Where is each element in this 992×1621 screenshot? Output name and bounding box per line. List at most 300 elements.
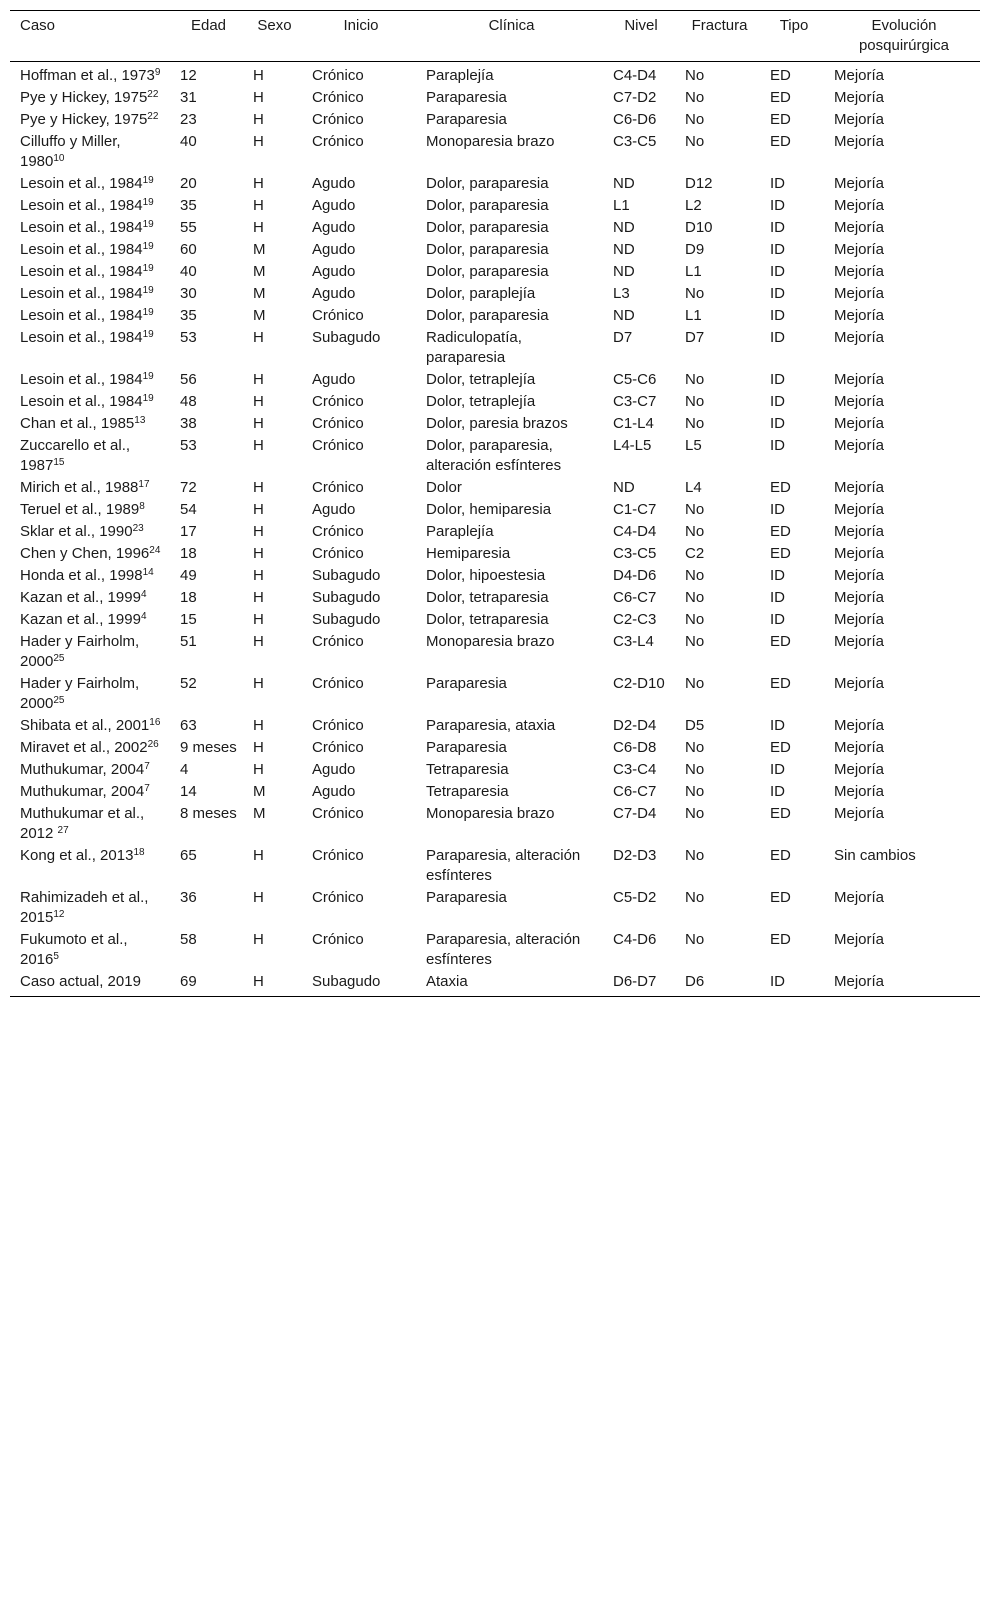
case-citation: Caso actual, 2019 <box>20 973 141 990</box>
case-citation: Chen y Chen, 1996 <box>20 545 150 562</box>
table-row <box>10 803 980 845</box>
cell-fractura: No <box>685 371 705 388</box>
cell-sexo: H <box>253 133 264 150</box>
cell-caso <box>10 327 170 369</box>
cell-tipo: ID <box>770 501 785 518</box>
cell-evolucion: Mejoría <box>834 415 885 432</box>
table-row <box>10 131 980 173</box>
cell-caso <box>10 305 170 327</box>
reference-number: 24 <box>149 545 161 556</box>
cell-tipo: ED <box>770 545 791 562</box>
cell-tipo: ED <box>770 805 791 822</box>
cell-sexo: M <box>253 307 266 324</box>
cell-evolucion: Mejoría <box>834 717 885 734</box>
cell-inicio: Agudo <box>312 371 356 388</box>
cell-inicio: Crónico <box>312 89 364 106</box>
cell-clinica: Ataxia <box>426 973 468 990</box>
cell-caso <box>10 87 170 109</box>
cell-evolucion: Mejoría <box>834 241 885 258</box>
cell-edad: 14 <box>180 783 197 800</box>
reference-number: 19 <box>142 307 154 318</box>
cell-caso <box>10 887 170 929</box>
cell-clinica: Paraparesia <box>426 739 507 756</box>
cell-inicio: Crónico <box>312 545 364 562</box>
cell-clinica: Dolor <box>426 479 462 496</box>
cell-tipo: ID <box>770 263 785 280</box>
cell-tipo: ED <box>770 133 791 150</box>
cell-evolucion: Mejoría <box>834 329 885 346</box>
cell-sexo: M <box>253 805 266 822</box>
case-citation: Hader y Fairholm, 2000 <box>20 675 140 712</box>
cell-fractura: No <box>685 285 705 302</box>
cell-tipo: ID <box>770 197 785 214</box>
cell-sexo: H <box>253 973 264 990</box>
cell-fractura: L5 <box>685 437 702 454</box>
cell-nivel: L4-L5 <box>613 437 652 454</box>
cell-nivel: ND <box>613 175 635 192</box>
case-citation: Muthukumar, 2004 <box>20 783 145 800</box>
reference-number: 4 <box>140 611 147 622</box>
table-row <box>10 609 980 631</box>
cell-evolucion: Mejoría <box>834 111 885 128</box>
cell-clinica: Dolor, tetraplejía <box>426 371 536 388</box>
table-row <box>10 781 980 803</box>
cell-fractura: No <box>685 611 705 628</box>
reference-number: 19 <box>142 263 154 274</box>
cell-clinica: Dolor, paraparesia <box>426 307 549 324</box>
cell-inicio: Crónico <box>312 133 364 150</box>
case-citation: Sklar et al., 1990 <box>20 523 133 540</box>
header-evolucion: Evolución posquirúrgica <box>858 17 950 54</box>
table-row <box>10 305 980 327</box>
case-citation: Rahimizadeh et al., 2015 <box>20 889 149 926</box>
cell-sexo: H <box>253 501 264 518</box>
case-citation: Zuccarello et al., 1987 <box>20 437 131 474</box>
cell-caso <box>10 781 170 803</box>
cell-sexo: H <box>253 415 264 432</box>
cell-sexo: H <box>253 111 264 128</box>
cell-nivel: C1-L4 <box>613 415 654 432</box>
reference-number: 19 <box>142 285 154 296</box>
cell-fractura: No <box>685 739 705 756</box>
case-citation: Cilluffo y Miller, 1980 <box>20 133 121 170</box>
cell-fractura: No <box>685 111 705 128</box>
case-citation: Kong et al., 2013 <box>20 847 134 864</box>
cell-clinica: Dolor, paraparesia <box>426 241 549 258</box>
cell-inicio: Crónico <box>312 67 364 84</box>
cell-sexo: H <box>253 761 264 778</box>
cell-inicio: Crónico <box>312 739 364 756</box>
table-row <box>10 369 980 391</box>
cell-tipo: ED <box>770 523 791 540</box>
cell-inicio: Crónico <box>312 931 364 948</box>
cell-clinica: Paraplejía <box>426 67 494 84</box>
cell-nivel: C5-C6 <box>613 371 657 388</box>
cell-caso <box>10 631 170 673</box>
cell-clinica: Dolor, tetraplejía <box>426 393 536 410</box>
cell-nivel: C3-C5 <box>613 133 657 150</box>
cell-inicio: Agudo <box>312 263 356 280</box>
cell-edad: 30 <box>180 285 197 302</box>
table-row <box>10 499 980 521</box>
cell-nivel: C2-C3 <box>613 611 657 628</box>
cell-inicio: Subagudo <box>312 589 381 606</box>
cell-nivel: ND <box>613 241 635 258</box>
reference-number: 9 <box>154 67 161 78</box>
cell-nivel: C3-C4 <box>613 761 657 778</box>
cell-fractura: No <box>685 847 705 864</box>
cell-tipo: ID <box>770 437 785 454</box>
case-citation: Lesoin et al., 1984 <box>20 329 143 346</box>
cell-evolucion: Mejoría <box>834 783 885 800</box>
cell-nivel: D2-D4 <box>613 717 657 734</box>
reference-number: 22 <box>147 89 159 100</box>
cell-inicio: Agudo <box>312 197 356 214</box>
table-row <box>10 673 980 715</box>
cell-nivel: C6-C7 <box>613 589 657 606</box>
cell-edad: 9 meses <box>180 739 237 756</box>
cell-nivel: C6-D8 <box>613 739 657 756</box>
cell-edad: 51 <box>180 633 197 650</box>
cell-evolucion: Mejoría <box>834 761 885 778</box>
cell-caso <box>10 971 170 997</box>
cell-nivel: C4-D6 <box>613 931 657 948</box>
cell-sexo: H <box>253 437 264 454</box>
cell-sexo: M <box>253 263 266 280</box>
cell-caso <box>10 803 170 845</box>
cell-tipo: ED <box>770 479 791 496</box>
cell-tipo: ID <box>770 717 785 734</box>
cell-inicio: Crónico <box>312 523 364 540</box>
table-row <box>10 283 980 305</box>
cell-sexo: H <box>253 479 264 496</box>
cell-clinica: Dolor, paresia brazos <box>426 415 568 432</box>
cell-fractura: D10 <box>685 219 713 236</box>
cell-sexo: H <box>253 589 264 606</box>
reference-number: 13 <box>134 415 146 426</box>
cell-caso <box>10 391 170 413</box>
table-row <box>10 759 980 781</box>
cell-fractura: No <box>685 931 705 948</box>
table-row <box>10 413 980 435</box>
cell-inicio: Agudo <box>312 783 356 800</box>
cell-caso <box>10 477 170 499</box>
table-row <box>10 845 980 887</box>
cell-sexo: H <box>253 847 264 864</box>
cell-edad: 20 <box>180 175 197 192</box>
cell-tipo: ID <box>770 761 785 778</box>
cell-sexo: H <box>253 175 264 192</box>
cell-fractura: No <box>685 523 705 540</box>
cell-edad: 23 <box>180 111 197 128</box>
cell-evolucion: Mejoría <box>834 523 885 540</box>
cell-sexo: H <box>253 545 264 562</box>
cell-caso <box>10 109 170 131</box>
reference-number: 19 <box>142 241 154 252</box>
cell-fractura: No <box>685 67 705 84</box>
cell-edad: 17 <box>180 523 197 540</box>
table-row <box>10 631 980 673</box>
cell-nivel: D4-D6 <box>613 567 657 584</box>
cell-edad: 55 <box>180 219 197 236</box>
cell-sexo: H <box>253 393 264 410</box>
cell-sexo: H <box>253 611 264 628</box>
cell-nivel: C4-D4 <box>613 523 657 540</box>
table-row <box>10 109 980 131</box>
cell-evolucion: Mejoría <box>834 973 885 990</box>
cell-fractura: No <box>685 675 705 692</box>
cell-fractura: No <box>685 889 705 906</box>
cell-clinica: Paraparesia, alteración esfínteres <box>426 931 581 968</box>
cell-sexo: H <box>253 633 264 650</box>
cell-fractura: No <box>685 783 705 800</box>
cell-edad: 40 <box>180 133 197 150</box>
reference-number: 15 <box>53 457 65 468</box>
cell-nivel: C3-C5 <box>613 545 657 562</box>
cell-edad: 38 <box>180 415 197 432</box>
cell-sexo: H <box>253 219 264 236</box>
reference-number: 10 <box>53 153 65 164</box>
case-citation: Miravet et al., 2002 <box>20 739 148 756</box>
header-tipo: Tipo <box>779 17 809 34</box>
cell-fractura: C2 <box>685 545 705 562</box>
cell-caso <box>10 261 170 283</box>
cell-edad: 52 <box>180 675 197 692</box>
cell-edad: 49 <box>180 567 197 584</box>
case-citation: Honda et al., 1998 <box>20 567 143 584</box>
reference-number: 16 <box>149 717 161 728</box>
cell-inicio: Agudo <box>312 761 356 778</box>
cell-evolucion: Mejoría <box>834 133 885 150</box>
header-edad: Edad <box>190 17 227 34</box>
case-citation: Lesoin et al., 1984 <box>20 175 143 192</box>
cell-clinica: Paraparesia, ataxia <box>426 717 556 734</box>
cell-caso <box>10 929 170 971</box>
cell-nivel: C3-C7 <box>613 393 657 410</box>
cell-sexo: H <box>253 739 264 756</box>
cell-nivel: D2-D3 <box>613 847 657 864</box>
cell-tipo: ED <box>770 847 791 864</box>
cell-fractura: L2 <box>685 197 702 214</box>
cell-caso <box>10 845 170 887</box>
case-citation: Lesoin et al., 1984 <box>20 371 143 388</box>
case-citation: Pye y Hickey, 1975 <box>20 89 148 106</box>
cell-tipo: ID <box>770 415 785 432</box>
cell-inicio: Subagudo <box>312 567 381 584</box>
cell-caso <box>10 413 170 435</box>
cell-evolucion: Mejoría <box>834 285 885 302</box>
cell-sexo: H <box>253 567 264 584</box>
cell-tipo: ED <box>770 675 791 692</box>
cell-edad: 53 <box>180 329 197 346</box>
cell-clinica: Dolor, paraplejía <box>426 285 536 302</box>
cell-clinica: Dolor, tetraparesia <box>426 589 549 606</box>
cell-clinica: Paraparesia <box>426 675 507 692</box>
cell-caso <box>10 195 170 217</box>
case-citation: Muthukumar, 2004 <box>20 761 145 778</box>
cell-tipo: ID <box>770 567 785 584</box>
cell-caso <box>10 543 170 565</box>
cell-fractura: L1 <box>685 307 702 324</box>
reference-number: 4 <box>140 589 147 600</box>
cell-fractura: No <box>685 501 705 518</box>
cell-fractura: No <box>685 393 705 410</box>
cell-inicio: Subagudo <box>312 329 381 346</box>
cell-tipo: ID <box>770 329 785 346</box>
cell-fractura: No <box>685 89 705 106</box>
cell-nivel: C4-D4 <box>613 67 657 84</box>
cell-inicio: Subagudo <box>312 611 381 628</box>
cell-sexo: H <box>253 717 264 734</box>
cell-fractura: D9 <box>685 241 705 258</box>
cell-tipo: ID <box>770 285 785 302</box>
table-row <box>10 715 980 737</box>
cell-tipo: ED <box>770 889 791 906</box>
cell-evolucion: Mejoría <box>834 805 885 822</box>
cell-clinica: Tetraparesia <box>426 783 509 800</box>
cell-clinica: Dolor, paraparesia <box>426 175 549 192</box>
cell-edad: 31 <box>180 89 197 106</box>
reference-number: 19 <box>142 393 154 404</box>
case-citation: Lesoin et al., 1984 <box>20 285 143 302</box>
cell-evolucion: Mejoría <box>834 307 885 324</box>
reference-number: 19 <box>142 197 154 208</box>
cell-tipo: ID <box>770 241 785 258</box>
cell-edad: 69 <box>180 973 197 990</box>
cell-fractura: L1 <box>685 263 702 280</box>
cell-tipo: ID <box>770 371 785 388</box>
reference-number: 12 <box>53 909 65 920</box>
cell-nivel: C2-D10 <box>613 675 665 692</box>
cell-clinica: Monoparesia brazo <box>426 805 555 822</box>
cell-nivel: ND <box>613 263 635 280</box>
cell-caso <box>10 173 170 195</box>
cell-caso <box>10 62 170 88</box>
table-body <box>10 62 980 997</box>
reference-number: 19 <box>142 175 154 186</box>
cell-tipo: ED <box>770 67 791 84</box>
cell-nivel: C5-D2 <box>613 889 657 906</box>
cell-fractura: No <box>685 415 705 432</box>
reference-number: 19 <box>142 219 154 230</box>
cell-nivel: ND <box>613 219 635 236</box>
case-citation: Pye y Hickey, 1975 <box>20 111 148 128</box>
cell-tipo: ID <box>770 175 785 192</box>
cell-inicio: Crónico <box>312 717 364 734</box>
reference-number: 5 <box>53 951 59 962</box>
cell-nivel: C3-L4 <box>613 633 654 650</box>
cell-nivel: ND <box>613 479 635 496</box>
cell-edad: 56 <box>180 371 197 388</box>
cell-fractura: D12 <box>685 175 713 192</box>
cell-fractura: D7 <box>685 329 705 346</box>
cell-clinica: Paraparesia <box>426 889 507 906</box>
table-row <box>10 587 980 609</box>
cell-caso <box>10 715 170 737</box>
cell-edad: 4 <box>180 761 189 778</box>
reference-number: 25 <box>53 653 65 664</box>
cell-evolucion: Mejoría <box>834 67 885 84</box>
table-row <box>10 521 980 543</box>
table-row <box>10 239 980 261</box>
cell-sexo: M <box>253 783 266 800</box>
cell-sexo: H <box>253 371 264 388</box>
cell-nivel: ND <box>613 307 635 324</box>
cell-tipo: ID <box>770 973 785 990</box>
cell-inicio: Crónico <box>312 889 364 906</box>
table-row <box>10 565 980 587</box>
cell-caso <box>10 283 170 305</box>
case-citation: Lesoin et al., 1984 <box>20 219 143 236</box>
header-nivel: Nivel <box>624 17 658 34</box>
case-table-container <box>10 10 980 997</box>
cell-clinica: Dolor, tetraparesia <box>426 611 549 628</box>
cell-sexo: M <box>253 241 266 258</box>
cell-tipo: ID <box>770 611 785 628</box>
cell-sexo: H <box>253 889 264 906</box>
cell-caso <box>10 369 170 391</box>
cell-caso <box>10 521 170 543</box>
header-inicio: Inicio <box>343 17 379 34</box>
reference-number: 17 <box>138 479 150 490</box>
cell-nivel: C6-D6 <box>613 111 657 128</box>
cell-evolucion: Mejoría <box>834 501 885 518</box>
case-citation: Hoffman et al., 1973 <box>20 67 155 84</box>
header-sexo: Sexo <box>257 17 292 34</box>
cell-clinica: Dolor, hipoestesia <box>426 567 546 584</box>
cell-edad: 15 <box>180 611 197 628</box>
cell-caso <box>10 673 170 715</box>
cell-inicio: Subagudo <box>312 973 381 990</box>
cell-inicio: Agudo <box>312 219 356 236</box>
case-citation: Kazan et al., 1999 <box>20 589 141 606</box>
cell-nivel: C7-D2 <box>613 89 657 106</box>
cell-inicio: Crónico <box>312 805 364 822</box>
cell-edad: 18 <box>180 589 197 606</box>
cell-evolucion: Mejoría <box>834 889 885 906</box>
table-row <box>10 195 980 217</box>
case-citation: Hader y Fairholm, 2000 <box>20 633 140 670</box>
cell-edad: 53 <box>180 437 197 454</box>
table-row <box>10 173 980 195</box>
cell-tipo: ID <box>770 307 785 324</box>
cell-tipo: ED <box>770 931 791 948</box>
cell-edad: 60 <box>180 241 197 258</box>
table-row <box>10 391 980 413</box>
cell-inicio: Agudo <box>312 285 356 302</box>
header-caso: Caso <box>20 17 56 34</box>
cell-inicio: Agudo <box>312 241 356 258</box>
cell-inicio: Crónico <box>312 437 364 454</box>
table-row <box>10 477 980 499</box>
cell-caso <box>10 435 170 477</box>
cell-fractura: No <box>685 633 705 650</box>
cell-sexo: H <box>253 523 264 540</box>
cell-sexo: H <box>253 67 264 84</box>
cell-caso <box>10 217 170 239</box>
cell-evolucion: Mejoría <box>834 589 885 606</box>
table-row <box>10 435 980 477</box>
cell-caso <box>10 499 170 521</box>
cell-clinica: Paraplejía <box>426 523 494 540</box>
cell-evolucion: Mejoría <box>834 437 885 454</box>
reference-number: 7 <box>144 783 150 794</box>
table-row <box>10 261 980 283</box>
cell-nivel: D6-D7 <box>613 973 657 990</box>
cell-evolucion: Mejoría <box>834 175 885 192</box>
cell-caso <box>10 609 170 631</box>
reference-number: 27 <box>57 825 69 836</box>
